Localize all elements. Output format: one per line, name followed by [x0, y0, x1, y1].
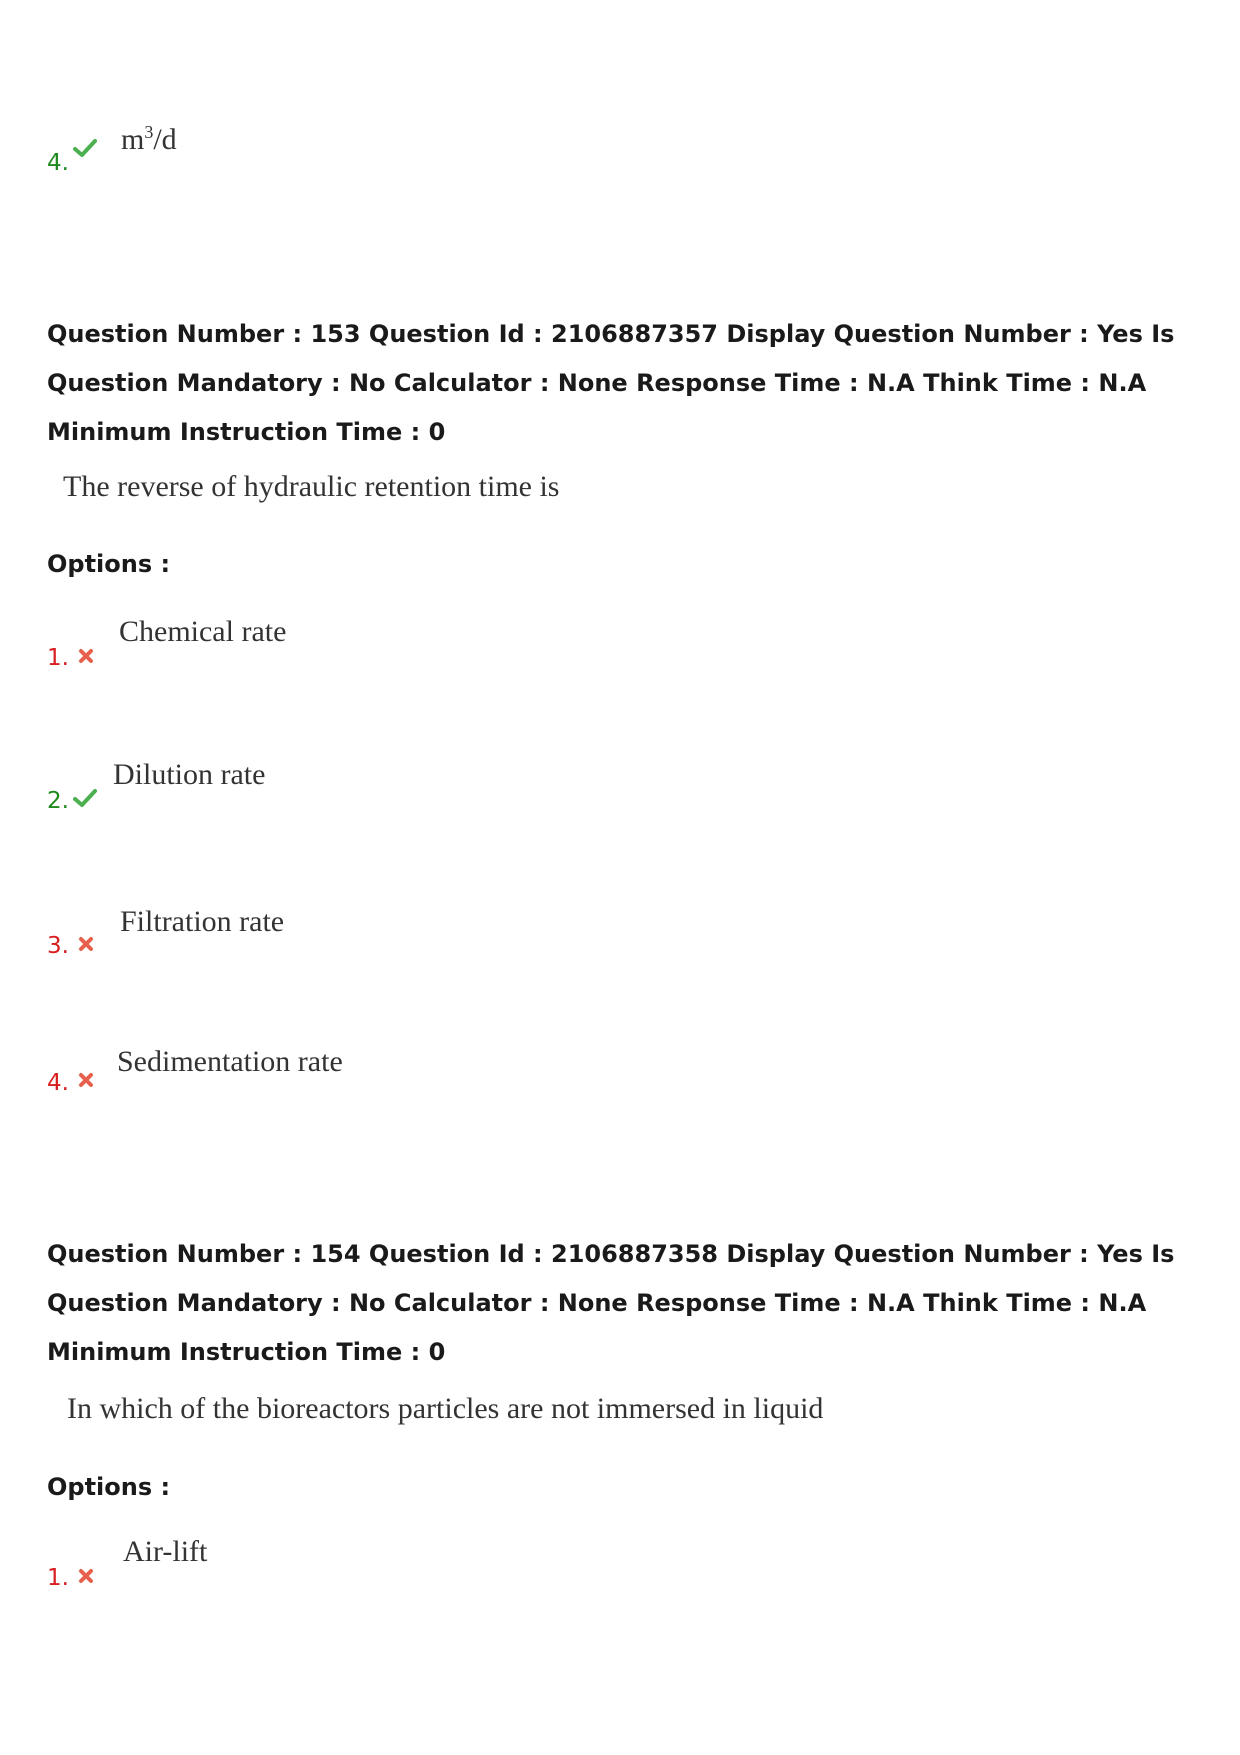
option-text: Dilution rate — [113, 758, 266, 791]
option-number: 4. — [47, 150, 69, 176]
check-icon — [73, 788, 97, 808]
check-icon — [73, 138, 97, 158]
question-text-153: The reverse of hydraulic retention time is — [63, 470, 560, 503]
option-number: 3. — [47, 933, 69, 959]
option-text: Air-lift — [123, 1535, 208, 1568]
option-number: 1. — [47, 1565, 69, 1591]
cross-icon — [78, 1568, 94, 1584]
option-text: Sedimentation rate — [117, 1045, 343, 1078]
option-text: Filtration rate — [120, 905, 285, 938]
options-label-154: Options : — [47, 1473, 171, 1501]
option-number: 4. — [47, 1070, 69, 1096]
option-text: $m^3/d$ — [121, 122, 177, 156]
question-meta-153: Question Number : 153 Question Id : 2106887357 Display Question Number : Yes Is Question Mandatory : No Calculator : None Response Time : N.A Think Time : N.A Minimum Instruction Time : 0 — [47, 320, 1175, 446]
option-number: 1. — [47, 645, 69, 671]
option-number: 2. — [47, 788, 69, 814]
options-label-153: Options : — [47, 550, 171, 578]
question-meta-154: Question Number : 154 Question Id : 2106887358 Display Question Number : Yes Is Question Mandatory : No Calculator : None Response Time : N.A Think Time : N.A Minimum Instruction Time : 0 — [47, 1240, 1175, 1366]
question-text-154: In which of the bioreactors particles are not immersed in liquid — [67, 1392, 824, 1425]
cross-icon — [78, 648, 94, 664]
option-text: Chemical rate — [119, 615, 287, 648]
cross-icon — [78, 936, 94, 952]
cross-icon — [78, 1072, 94, 1088]
